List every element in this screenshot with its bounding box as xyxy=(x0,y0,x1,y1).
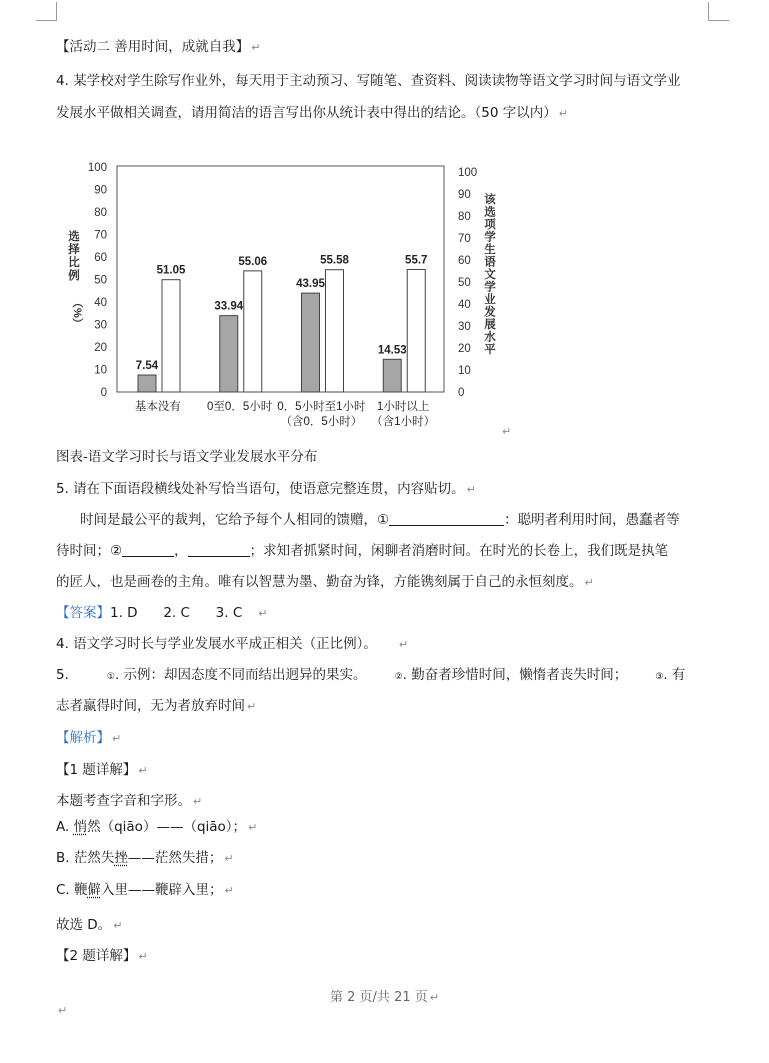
paragraph-mark-icon: ↵ xyxy=(138,950,148,963)
right-tick-label: 10 xyxy=(458,365,471,377)
activity-title: 【活动二 善用时间，成就自我】 ↵ xyxy=(56,39,261,55)
paragraph-mark-icon: ↵ xyxy=(112,732,122,745)
right-axis-label-char: 生 xyxy=(484,244,496,256)
bar-selection-ratio xyxy=(138,375,156,392)
bar-achievement-level xyxy=(162,280,180,392)
question-5-paragraph-line-1: 时间是最公平的裁判，它给予每个人相同的馈赠，① ：聪明者利用时间，愚蠢者等 xyxy=(80,512,680,528)
category-label: 1小时以上 xyxy=(376,401,430,413)
right-axis-label xyxy=(483,192,496,356)
left-tick-label: 70 xyxy=(94,229,107,242)
value-label: 55.58 xyxy=(320,254,349,267)
category-label: （含0．5小时） xyxy=(280,416,363,428)
value-label: 33.94 xyxy=(214,300,244,313)
bars xyxy=(135,269,425,392)
answer-blank-2b[interactable] xyxy=(188,542,250,557)
bar-achievement-level xyxy=(326,270,344,392)
right-axis-label-char: 选 xyxy=(484,206,496,219)
answer-5-line-1: 5. ①. 示例：却因态度不同而结出迥异的果实。 ②. 勤奋者珍惜时间，懒惰者丧失时间； ③. 有 xyxy=(56,667,686,683)
left-tick-label: 30 xyxy=(94,319,107,332)
right-axis-label-char: 展 xyxy=(484,319,496,331)
paragraph-mark-icon: ↵ xyxy=(224,852,234,865)
conclusion: 故选 D。 ↵ xyxy=(56,917,123,933)
question-5-prompt: 5. 请在下面语段横线处补写恰当语句，使语意完整连贯，内容贴切。 ↵ xyxy=(56,481,476,497)
answer-label: 【答案】 xyxy=(56,605,110,621)
left-axis-label xyxy=(67,229,84,329)
left-tick-label: 50 xyxy=(94,274,107,287)
paragraph-mark-icon: ↵ xyxy=(138,764,148,777)
analysis-label-line: 【解析】 ↵ xyxy=(56,730,122,746)
value-label: 43.95 xyxy=(296,278,325,291)
paragraph-mark-icon: ↵ xyxy=(466,483,476,496)
right-tick-label: 80 xyxy=(458,211,471,223)
paragraph-mark-icon: ↵ xyxy=(247,700,257,713)
bar-achievement-level xyxy=(244,271,262,392)
right-axis-label-char: 项 xyxy=(484,219,496,231)
value-label: 14.53 xyxy=(377,344,407,357)
left-tick-label: 90 xyxy=(94,184,107,197)
left-tick-label: 40 xyxy=(94,297,107,309)
paragraph-mark-icon: ↵ xyxy=(258,607,268,620)
category-label: 0．5小时至1小时 xyxy=(277,401,366,413)
left-axis-label-unit: （%） xyxy=(71,297,83,329)
paragraph-mark-icon: ↵ xyxy=(248,821,258,834)
question-5-paragraph-line-2: 待时间；② ， ；求知者抓紧时间，闲聊者消磨时间。在时光的长卷上，我们既是执笔 xyxy=(56,543,669,559)
value-label: 51.05 xyxy=(156,264,186,277)
right-tick-label: 20 xyxy=(458,343,471,355)
left-axis-label-char: 选 xyxy=(68,231,80,243)
answer-4: 4. 语文学习时长与学业发展水平成正相关（正比例）。 ↵ xyxy=(56,636,409,652)
left-tick-label: 0 xyxy=(100,387,107,399)
paragraph-mark-icon: ↵ xyxy=(251,41,261,54)
question-4-line-2: 发展水平做相关调查，请用简洁的语言写出你从统计表中得出的结论。（50 字以内） ↵ xyxy=(56,105,568,121)
category-labels xyxy=(135,399,435,428)
page-footer xyxy=(0,986,769,1005)
paragraph-mark-icon: ↵ xyxy=(502,425,512,438)
left-axis-ticks xyxy=(88,162,107,399)
answer-blank-2a[interactable] xyxy=(122,542,174,557)
right-axis-label-char: 该 xyxy=(484,194,496,206)
value-label: 7.54 xyxy=(135,360,159,373)
option-a: A. 悄然（qiāo）——（qiāo）； ↵ xyxy=(56,819,258,835)
left-tick-label: 100 xyxy=(87,162,107,174)
question-2-detail-title: 【2 题详解】 ↵ xyxy=(56,948,148,964)
answer-blank-1[interactable] xyxy=(389,511,504,526)
left-tick-label: 80 xyxy=(94,207,107,219)
option-c: C. 鞭僻入里——鞭辟入里； ↵ xyxy=(56,882,234,898)
question-4-line-1: 4. 某学校对学生除写作业外，每天用于主动预习、写随笔、查资料、阅读读物等语文学习时间与语文学业 xyxy=(56,73,681,89)
right-axis-label-char: 平 xyxy=(484,344,496,356)
option-b: B. 茫然失挫——茫然失措； ↵ xyxy=(56,850,234,866)
page-number: 第 2 页/共 21 页 xyxy=(330,990,428,1005)
right-axis-label-char: 语 xyxy=(484,256,496,269)
bar-chart xyxy=(56,150,516,435)
bar-selection-ratio xyxy=(383,359,401,392)
category-label: （含1小时） xyxy=(371,416,436,428)
right-tick-label: 100 xyxy=(458,167,478,179)
page-corner-mark-top-left xyxy=(36,2,57,21)
right-axis-ticks xyxy=(458,167,477,399)
right-axis-label-char: 发 xyxy=(484,306,496,319)
paragraph-mark-icon: ↵ xyxy=(193,795,203,808)
right-tick-label: 0 xyxy=(458,387,465,399)
right-axis-label-char: 文 xyxy=(484,269,496,281)
left-tick-label: 60 xyxy=(94,252,107,264)
question-5-paragraph-line-3: 的匠人，也是画卷的主角。唯有以智慧为墨、勤奋为锋，方能镌刻属于自己的永恒刻度。 ↵ xyxy=(56,574,594,590)
right-axis-label-char: 业 xyxy=(484,294,496,306)
right-tick-label: 60 xyxy=(458,255,471,267)
right-tick-label: 30 xyxy=(458,321,471,333)
value-label: 55.06 xyxy=(238,255,268,268)
left-tick-label: 20 xyxy=(94,342,107,354)
value-label: 55.7 xyxy=(405,254,428,267)
bar-selection-ratio xyxy=(220,316,238,392)
paragraph-mark-icon: ↵ xyxy=(58,1004,68,1017)
paragraph-mark-icon: ↵ xyxy=(558,107,568,120)
right-tick-label: 50 xyxy=(458,277,471,289)
chart-caption: 图表-语文学习时长与语文学业发展水平分布 xyxy=(56,449,318,465)
right-axis-label-char: 学 xyxy=(484,281,496,294)
category-label: 0至0．5小时 xyxy=(207,401,273,413)
right-axis-label-char: 水 xyxy=(484,331,496,344)
left-axis-label-char: 例 xyxy=(68,270,80,282)
left-tick-label: 10 xyxy=(94,364,107,377)
bar-achievement-level xyxy=(407,269,425,392)
bar-selection-ratio xyxy=(302,293,320,392)
paragraph-mark-icon: ↵ xyxy=(113,919,123,932)
answers-line: 【答案】1. D 2. C 3. C ↵ xyxy=(56,605,268,621)
right-tick-label: 40 xyxy=(458,299,471,311)
paragraph-mark-icon: ↵ xyxy=(398,638,409,651)
question-1-detail-title: 【1 题详解】 ↵ xyxy=(56,762,148,778)
left-axis-label-char: 择 xyxy=(68,244,80,256)
right-tick-label: 90 xyxy=(458,189,471,201)
left-axis-label-char: 比 xyxy=(68,257,80,269)
paragraph-mark-icon: ↵ xyxy=(224,884,234,897)
category-label: 基本没有 xyxy=(134,401,181,413)
right-axis-label-char: 学 xyxy=(484,231,496,244)
question-1-intro: 本题考查字音和字形。 ↵ xyxy=(56,793,203,809)
answer-5-line-2: 志者赢得时间，无为者放弃时间 ↵ xyxy=(56,698,257,714)
page-corner-mark-top-right xyxy=(708,2,729,21)
paragraph-mark-icon: ↵ xyxy=(429,991,439,1004)
right-tick-label: 70 xyxy=(458,233,471,245)
paragraph-mark-icon: ↵ xyxy=(584,576,594,589)
